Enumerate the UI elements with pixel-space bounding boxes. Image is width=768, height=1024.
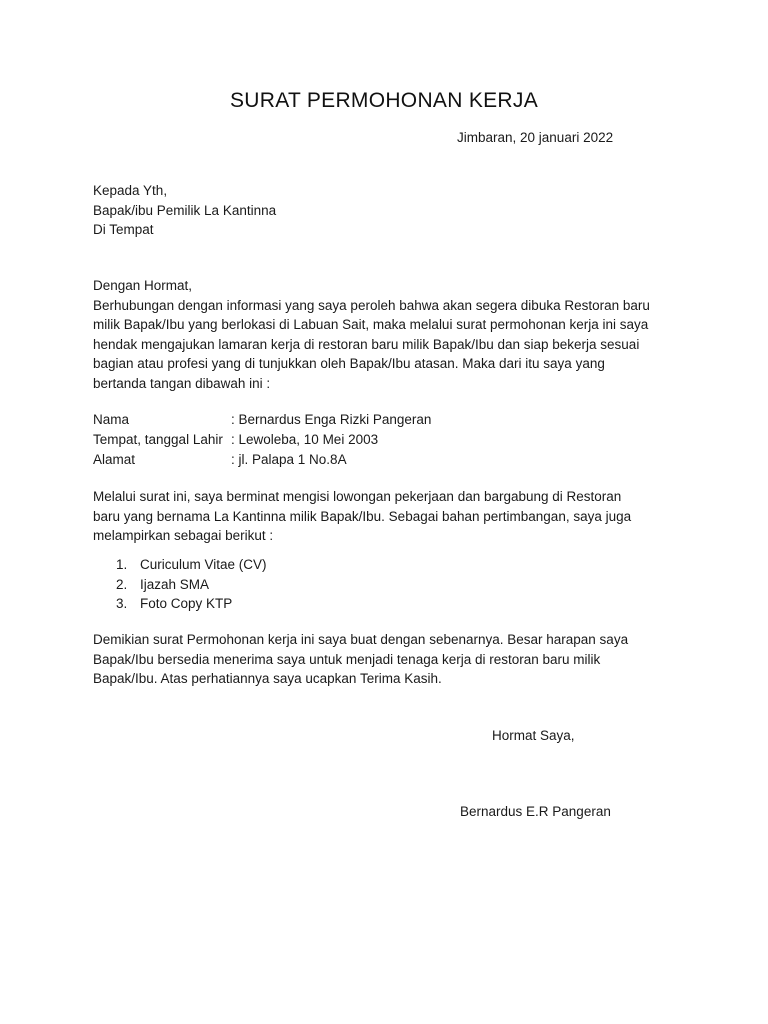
list-text: Ijazah SMA	[140, 576, 210, 592]
list-number: 2.	[116, 576, 128, 592]
paragraph-line: Bapak/Ibu bersedia menerima saya untuk menjadi tenaga kerja di restoran baru milik	[93, 651, 601, 667]
paragraph-line: bertanda tangan dibawah ini :	[93, 375, 271, 391]
identity-row	[93, 410, 713, 430]
salutation: Hormat Saya,	[492, 728, 575, 743]
date-line: Jimbaran, 20 januari 2022	[457, 130, 614, 145]
paragraph-line: melampirkan sebagai berikut :	[93, 528, 274, 543]
paragraph-line: Bapak/Ibu. Atas perhatiannya saya ucapkan Terima Kasih.	[93, 671, 442, 686]
identity-label: Alamat	[93, 452, 136, 467]
paragraph-line: Dengan Hormat,	[93, 278, 193, 293]
list-item	[116, 594, 267, 614]
list-text: Foto Copy KTP	[140, 596, 233, 611]
paragraph-line: hendak mengajukan lamaran kerja di restoran baru milik Bapak/Ibu dan siap bekerja sesuai	[93, 336, 640, 352]
identity-value: : jl. Palapa 1 No.8A	[231, 452, 347, 467]
identity-row	[93, 430, 713, 450]
paragraph-line: milik Bapak/Ibu yang berlokasi di Labuan Sait, maka melalui surat permohonan kerja ini saya	[93, 317, 649, 332]
letter-title: SURAT PERMOHONAN KERJA	[229, 89, 539, 112]
identity-label: Tempat, tanggal Lahir	[93, 432, 223, 447]
identity-label: Nama	[93, 412, 130, 427]
identity-value: : Bernardus Enga Rizki Pangeran	[231, 412, 432, 427]
paragraph-line: Melalui surat ini, saya berminat mengisi lowongan pekerjaan dan bargabung di Restoran	[93, 489, 622, 504]
paragraph-line: baru yang bernama La Kantinna milik Bapak/Ibu. Sebagai bahan pertimbangan, saya juga	[93, 508, 632, 524]
identity-table	[93, 410, 713, 470]
signer-name: Bernardus E.R Pangeran	[460, 804, 611, 819]
recipient-line: Kepada Yth,	[93, 183, 168, 198]
recipient-line: Bapak/ibu Pemilik La Kantinna	[93, 202, 277, 218]
interest-paragraph	[93, 487, 713, 546]
attachment-list	[116, 555, 267, 614]
list-number: 3.	[116, 596, 128, 611]
recipient-block	[93, 181, 713, 240]
identity-value: : Lewoleba, 10 Mei 2003	[231, 432, 379, 447]
opening-paragraph	[93, 276, 713, 393]
list-text: Curiculum Vitae (CV)	[140, 557, 267, 572]
list-number: 1.	[116, 557, 128, 572]
paragraph-line: Berhubungan dengan informasi yang saya peroleh bahwa akan segera dibuka Restoran baru	[93, 297, 650, 313]
paragraph-line: bagian atau profesi yang di tunjukkan oleh Bapak/Ibu atasan. Maka dari itu saya yang	[93, 356, 605, 371]
identity-row	[93, 450, 713, 470]
paragraph-line: Demikian surat Permohonan kerja ini saya buat dengan sebenarnya. Besar harapan saya	[93, 632, 629, 647]
closing-paragraph	[93, 630, 713, 689]
recipient-line: Di Tempat	[93, 222, 154, 237]
list-item	[116, 575, 267, 595]
list-item	[116, 555, 267, 575]
